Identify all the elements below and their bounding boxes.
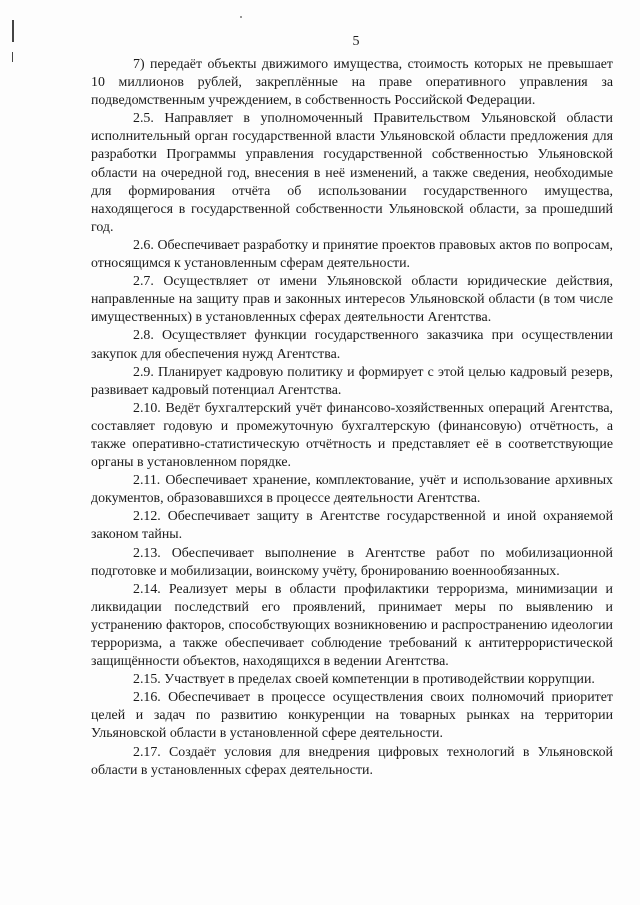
paragraph-2-10: 2.10. Ведёт бухгалтерский учёт финансово-хозяйственных операций Агентства, составляет годовую и промежуточную бухгалтерскую (финансовую) отчётность, а также оперативно-статистическую отчётность и представляет её в соответствующие органы в установленном порядке. (91, 400, 613, 471)
paragraph-2-5: 2.5. Направляет в уполномоченный Правительством Ульяновской области исполнительный орган государственной власти Ульяновской области предложения для разработки Программы управления государственной собственностью Ульяновской области на очередной год, внесения в неё изменений, а также сведения, необходимые для формирования отчёта об использовании государственного имущества, находящегося в государственной собственности Ульяновской области, за прошедший год. (91, 111, 613, 235)
paragraph-2-11: 2.11. Обеспечивает хранение, комплектование, учёт и использование архивных документов, образовавшихся в процессе деятельности Агентства. (91, 473, 613, 507)
paragraph-2-9: 2.9. Планирует кадровую политику и формирует с этой целью кадровый резерв, развивает кадровый потенциал Агентства. (91, 364, 613, 398)
scan-margin-mark (12, 52, 13, 62)
paragraph-2-15: 2.15. Участвует в пределах своей компетенции в противодействии коррупции. (133, 672, 595, 688)
paragraph-item-7: 7) передаёт объекты движимого имущества, стоимость которых не превышает 10 миллионов рублей, закреплённые на праве оперативного управления за подведомственным учреждением, в собственность Российской Федерации. (91, 57, 613, 109)
document-body (91, 56, 613, 780)
paragraph-2-17: 2.17. Создаёт условия для внедрения цифровых технологий в Ульяновской области в установленных сферах деятельности. (91, 744, 613, 778)
paragraph-2-14: 2.14. Реализует меры в области профилактики терроризма, минимизации и ликвидации последствий его проявлений, принимает меры по выявлению и устранению факторов, способствующих возникновению и распространению идеологии терроризма, а также обеспечивает соблюдение требований к антитеррористической защищённости объектов, находящихся в ведении Агентства. (91, 581, 613, 670)
paragraph-2-8: 2.8. Осуществляет функции государственного заказчика при осуществлении закупок для обеспечения нужд Агентства. (91, 328, 613, 362)
page-number: 5 (352, 34, 360, 49)
paragraph-2-6: 2.6. Обеспечивает разработку и принятие проектов правовых актов по вопросам, относящимся к установленным сферам деятельности. (91, 237, 613, 272)
scan-speck (240, 16, 242, 18)
paragraph-2-16: 2.16. Обеспечивает в процессе осуществления своих полномочий приоритет целей и задач по развитию конкуренции на товарных рынках на территории Ульяновской области в установленной сфере деятельности. (91, 690, 613, 742)
paragraph-2-13: 2.13. Обеспечивает выполнение в Агентстве работ по мобилизационной подготовке и мобилизации, воинскому учёту, бронированию военнообязанных. (91, 545, 613, 579)
paragraph-2-12: 2.12. Обеспечивает защиту в Агентстве государственной и иной охраняемой законом тайны. (91, 509, 613, 543)
paragraph-2-7: 2.7. Осуществляет от имени Ульяновской области юридические действия, направленные на защиту прав и законных интересов Ульяновской области (в том числе имущественных) в установленных сферах деятельности Агентства. (91, 274, 613, 326)
